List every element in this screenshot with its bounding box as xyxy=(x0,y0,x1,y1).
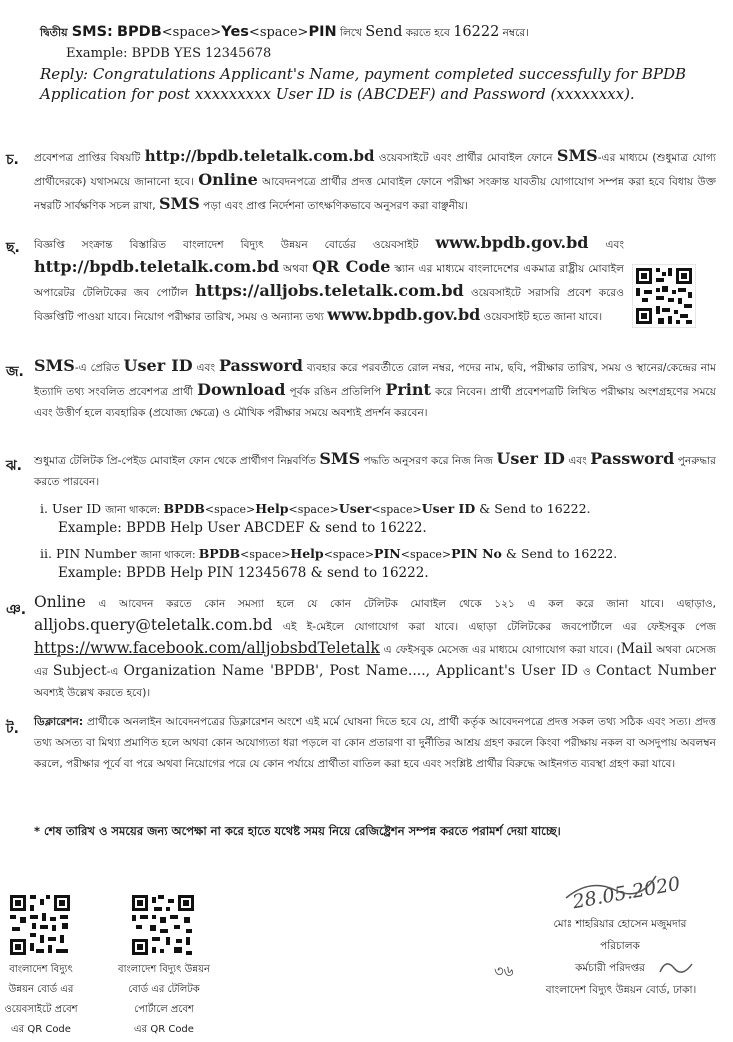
second-sms-reply: Reply: Congratulations Applicant's Name, payment completed successfully for BPDB Application for post xxxxxxxxx User ID is (ABCDEF) and Password (xxxxxxxx). xyxy=(40,65,687,103)
sms-code-pin: PIN xyxy=(308,24,337,40)
bpdb-website-qr-icon xyxy=(8,893,72,957)
second-sms-prefix: দ্বিতীয় xyxy=(40,26,68,39)
signatory-designation: পরিচালক xyxy=(600,940,640,952)
recovery-pin-example: Example: BPDB Help PIN 12345678 & send to 16222. xyxy=(58,565,429,581)
teletalk-link[interactable]: http://bpdb.teletalk.com.bd xyxy=(34,257,280,276)
recovery-userid: i. User ID জানা থাকলে: BPDB<space>Help<space>User<space>User ID & Send to 16222. xyxy=(40,501,591,516)
item-label-nya: ঞ. xyxy=(6,602,27,618)
item-label-ta: ট. xyxy=(6,721,19,737)
second-sms-label: SMS: xyxy=(71,24,113,40)
declaration-label: ডিক্লারেশন: xyxy=(34,716,84,728)
item-jha-text: শুধুমাত্র টেলিটক প্রি-পেইড মোবাইল ফোন থেকে প্রার্থীগণ নিম্নবর্ণিত SMS পদ্ধতি অনুসরণ করে নিজ নিজ User ID এবং Password পুনরুদ্ধার করতে পারবেন। xyxy=(34,449,716,488)
item-nya-text: Online এ আবেদন করতে কোন সমস্যা হলে যে কোন টেলিটক মোবাইল থেকে ১২১ এ কল করে জানা যাবে। এছাড়াও, alljobs.query@teletalk.com.bd এই ই-মেইলে যোগাযোগ করা যাবে। এছাড়া টেলিটকের জবপোর্টালে এর ফেইসবুক পেজ https://www.facebook.com/alljobsbdTeletalk এ ফেইসবুক মেসেজ এর মাধ্যমে যোগাযোগ করা যাবে। (Mail অথবা মেসেজ এর Subject-এ Organization Name 'BPDB', Post Name...., Applicant's User ID ও Contact Number অবশ্যই উল্লেখ করতে হবে)। xyxy=(34,593,717,699)
teletalk-portal-qr-icon xyxy=(130,893,196,957)
alljobs-link[interactable]: https://alljobs.teletalk.com.bd xyxy=(195,281,464,300)
signatory-organization: বাংলাদেশ বিদ্যুৎ উন্নয়ন বোর্ড, ঢাকা। xyxy=(545,984,697,996)
sms-number: 16222 xyxy=(453,24,500,40)
space-token: <space> xyxy=(248,25,309,40)
bpdb-website-link[interactable]: www.bpdb.gov.bd xyxy=(435,233,589,252)
item-label-ja: জ. xyxy=(6,364,24,380)
initial-scribble-icon xyxy=(656,956,696,980)
text-likhe: লিখে xyxy=(336,27,366,39)
bpdb-website-link[interactable]: www.bpdb.gov.bd xyxy=(327,305,481,324)
second-sms-instruction xyxy=(40,22,720,43)
deadline-warning: * শেষ তারিখ ও সময়ের জন্য অপেক্ষা না করে হাতে যথেষ্ট সময় নিয়ে রেজিষ্ট্রেশন সম্পন্ন করতে পরামর্শ দেয়া যাচ্ছে। xyxy=(34,824,561,838)
space-token: <space> xyxy=(161,25,222,40)
support-email-link[interactable]: alljobs.query@teletalk.com.bd xyxy=(34,616,273,634)
item-chha-text: বিজ্ঞপ্তি সংক্রান্ত বিস্তারিত বাংলাদেশ বিদ্যুৎ উন্নয়ন বোর্ডের ওয়েবসাইট www.bpdb.gov.bd এবং http://bpdb.teletalk.com.bd অথবা QR Code স্ক্যান এর মাধ্যমে বাংলাদেশের একমাত্র রাষ্ট্রীয় মোবাইল অপারেটর টেলিটকের জব পোর্টাল https://alljobs.teletalk.com.bd ওয়েবসাইটে সরাসরি প্রবেশ করেও বিজ্ঞপ্তিটি পাওয়া যাবে। নিয়োগ পরীক্ষার তারিখ, সময় ও অন্যান্য তথ্য www.bpdb.gov.bd ওয়েবসাইট হতে জানা যাবে। xyxy=(34,233,624,324)
bpdb-website-qr-icon xyxy=(8,893,72,957)
facebook-page-link[interactable]: https://www.facebook.com/alljobsbdTeletalk xyxy=(34,639,380,657)
signature-date: 28.05.2020 xyxy=(570,872,682,914)
signatory-name: মোঃ শাহরিয়ার হোসেন মজুমদার xyxy=(553,918,687,930)
signatory-office: কর্মচারী পরিদপ্তর xyxy=(575,962,645,974)
qr-code-icon xyxy=(632,264,696,328)
send-word: Send xyxy=(365,24,403,40)
sms-code-yes: Yes xyxy=(221,24,249,40)
qr-code-icon xyxy=(632,264,696,328)
sms-code-bpdb: BPDB xyxy=(116,24,162,40)
teletalk-link[interactable]: http://bpdb.teletalk.com.bd xyxy=(144,147,375,165)
item-label-chha: ছ. xyxy=(6,240,20,256)
text-nombore: নম্বরে। xyxy=(499,27,529,39)
bpdb-qr-caption: বাংলাদেশ বিদ্যুৎ উন্নয়ন বোর্ড এর ওয়েবসাইটে প্রবেশ এর QR Code xyxy=(4,964,78,1035)
second-sms-example: Example: BPDB YES 12345678 xyxy=(66,46,272,61)
item-label-jha: ঝ. xyxy=(6,458,22,474)
item-ta-text: ডিক্লারেশন: প্রার্থীকে অনলাইন আবেদনপত্রের ডিক্লারেশন অংশে এই মর্মে ঘোষনা দিতে হবে যে, প্রার্থী কর্তৃক আবেদনপত্রে প্রদত্ত সকল তথ্য সঠিক এবং সত্য। প্রদত্ত তথ্য অসত্য বা মিথ্যা প্রমাণিত হলে অথবা কোন অযোগ্যতা ধরা পড়লে বা কোন প্রতারণা বা দুর্নীতির আশ্রয় গ্রহণ করলে কিংবা পরীক্ষায় নকল বা অসদুপায় অবলম্বন করলে, পরীক্ষার পূর্বে বা পরে অথবা নিয়োগের পরে যে কোন পর্যায়ে প্রার্থীতা বাতিল করা হবে এবং সংশ্লিষ্ট প্রার্থীর বিরুদ্ধে আইনগত ব্যবস্থা গ্রহণ করা যাবে। xyxy=(34,716,716,770)
recovery-userid-example: Example: BPDB Help User ABCDEF & send to 16222. xyxy=(58,520,427,536)
teletalk-portal-qr-icon xyxy=(130,893,196,957)
stamp-number: ৩৬ xyxy=(494,962,514,980)
text-korte: করতে হবে xyxy=(402,27,454,39)
item-ja-text: SMS-এ প্রেরিত User ID এবং Password ব্যবহার করে পরবর্তীতে রোল নম্বর, পদের নাম, ছবি, পরীক্ষার তারিখ, সময় ও স্থানের/কেন্দ্রের নাম ইত্যাদি তথ্য সংবলিত প্রবেশপত্র প্রার্থী Download পূর্বক রঙিন প্রতিলিপি Print করে নিবেন। প্রার্থী প্রবেশপত্রটি লিখিত পরীক্ষায় অংশগ্রহণের সময়ে এবং উত্তীর্ণ হলে ব্যবহারিক (প্রযোজ্য ক্ষেত্রে) ও মৌখিক পরীক্ষার সময়ে অবশ্যই প্রদর্শন করবেন। xyxy=(34,356,717,419)
item-cha-text: প্রবেশপত্র প্রাপ্তির বিষয়টি http://bpdb.teletalk.com.bd ওয়েবসাইটে এবং প্রার্থীর মোবাইল ফোনে SMS-এর মাধ্যমে (শুধুমাত্র যোগ্য প্রার্থীদেরকে) যথাসময়ে জানানো হবে। Online আবেদনপত্রে প্রার্থীর প্রদত্ত মোবাইল ফোনে পরীক্ষা সংক্রান্ত যাবতীয় যোগাযোগ সম্পন্ন করা হবে বিধায় উক্ত নম্বরটি সার্বক্ষণিক সচল রাখা, SMS পড়া এবং প্রাপ্ত নির্দেশনা তাৎক্ষণিকভাবে অনুসরণ করা বাঞ্ছনীয়। xyxy=(34,146,716,213)
signature-scribble-icon xyxy=(560,868,660,908)
recovery-pin: ii. PIN Number জানা থাকলে: BPDB<space>Help<space>PIN<space>PIN No & Send to 16222. xyxy=(40,546,618,561)
teletalk-qr-caption: বাংলাদেশ বিদ্যুৎ উন্নয়ন বোর্ড এর টেলিটক পোর্টালে প্রবেশ এর QR Code xyxy=(118,964,210,1035)
item-label-cha: চ. xyxy=(6,152,19,168)
